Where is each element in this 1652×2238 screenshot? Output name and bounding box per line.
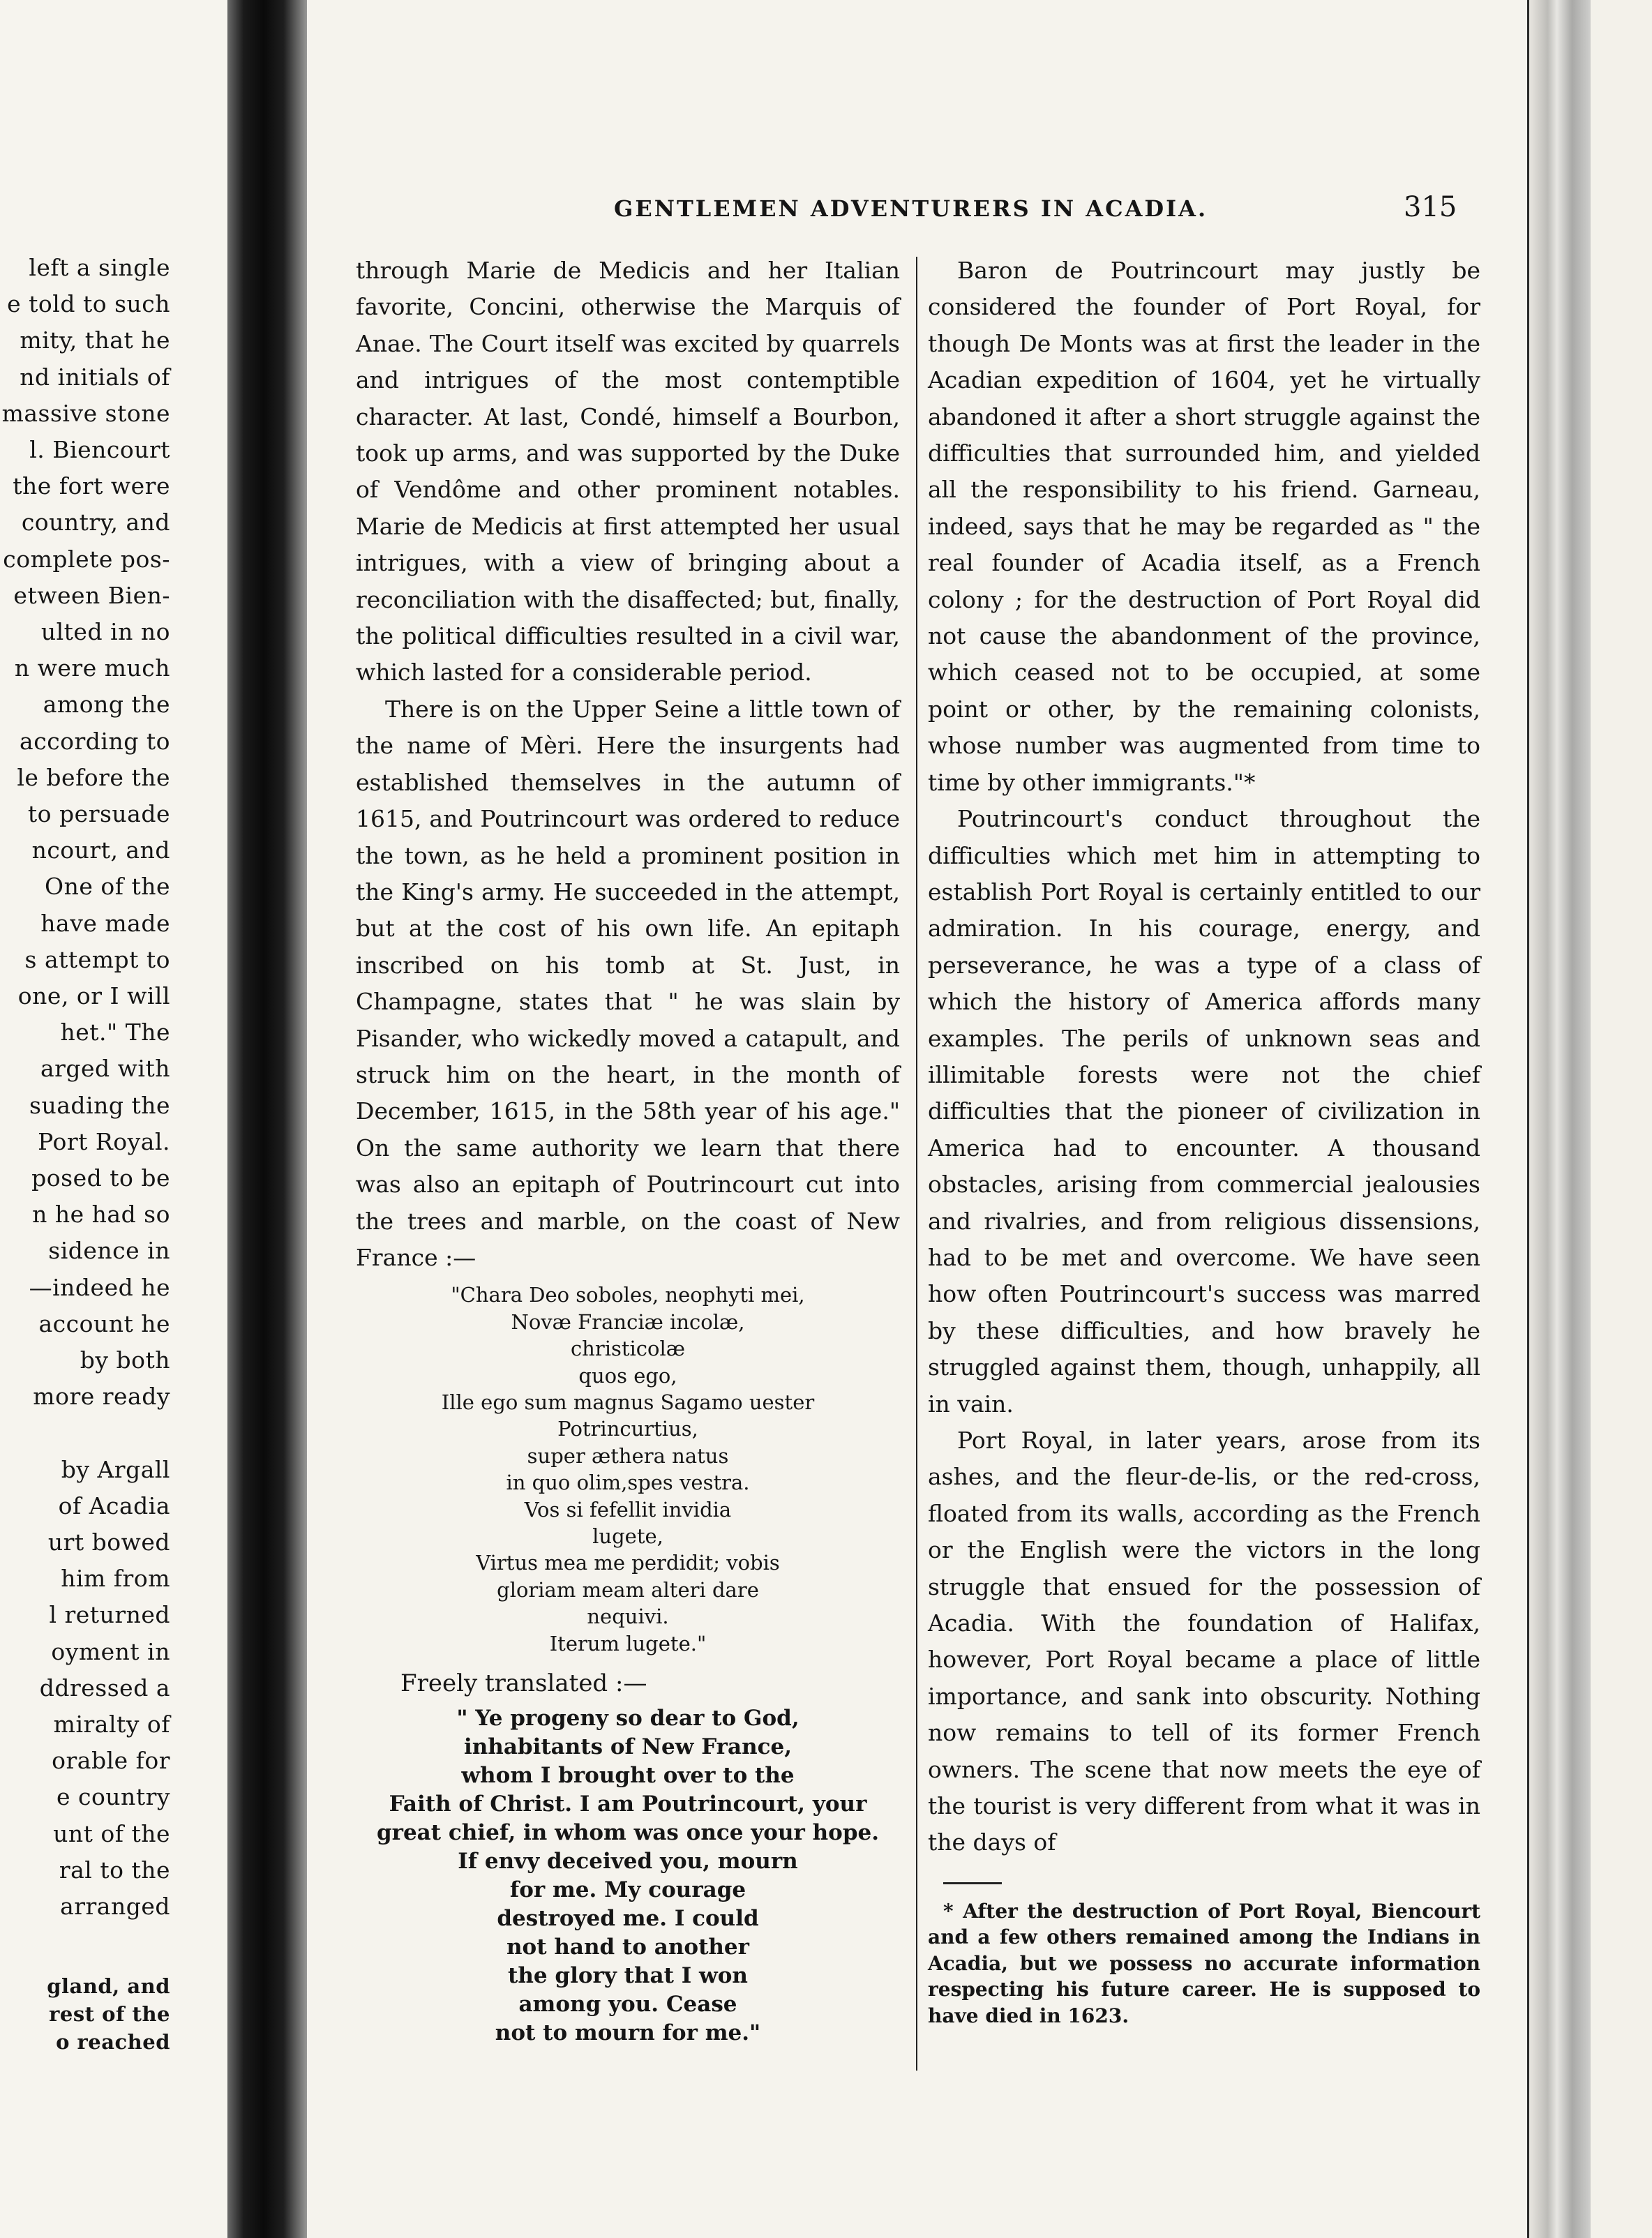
verse-line: not to mourn for me."	[495, 2020, 761, 2046]
facing-page-line: arged with	[40, 1055, 170, 1083]
verse-line: quos ego,	[578, 1363, 677, 1388]
facing-page-line: etween Bien-	[13, 581, 170, 609]
facing-page-line: account he	[38, 1309, 170, 1337]
verse-line: Vos si fefellit invidia	[524, 1497, 732, 1522]
facing-page-line: him from	[61, 1565, 170, 1593]
english-translation	[356, 1704, 900, 2048]
page-number: 315	[1404, 191, 1457, 223]
facing-page-line: Port Royal.	[38, 1127, 170, 1155]
facing-page-line: complete pos-	[3, 545, 170, 573]
verse-line: "Chara Deo soboles, neophyti mei,	[451, 1283, 805, 1307]
facing-page-line: one, or I will	[17, 982, 170, 1009]
facing-page-line: the fort were	[13, 472, 170, 500]
book-gutter-shadow	[227, 0, 318, 2238]
facing-page-line: sidence in	[48, 1237, 170, 1265]
running-head: GENTLEMEN ADVENTURERS IN ACADIA.	[614, 195, 1208, 222]
verse-line: Iterum lugete."	[549, 1631, 707, 1655]
facing-page-line: mity, that he	[20, 326, 170, 354]
facing-page-line: have made	[40, 909, 170, 937]
paragraph: Port Royal, in later years, arose from its ashes, and the fleur-de-lis, or the red-cross, floated from its walls, according as the French or the English were the victors in the long struggle that ensued for the possession of Acadia. With the foundation of Halifax, however, Port Royal became a place of little importance, and sank into obscurity. Nothing now remains to tell of its former French owners. The scene that now meets the eye of the tourist is very different from what it was in the days of	[928, 1427, 1480, 1856]
facing-page-line: ral to the	[59, 1856, 170, 1884]
verse-line: inhabitants of New France,	[463, 1734, 793, 1760]
facing-page-footnote-line: rest of the	[49, 2002, 170, 2026]
facing-page-line: urt bowed	[47, 1529, 170, 1556]
facing-page-footnote-line: gland, and	[47, 1974, 170, 1998]
verse-line: Ille ego sum magnus Sagamo uester	[441, 1390, 815, 1414]
verse-line: lugete,	[592, 1524, 663, 1549]
facing-page-line: ddressed a	[39, 1674, 170, 1702]
verse-line: Faith of Christ. I am Poutrincourt, your	[389, 1792, 867, 1817]
footnote: * After the destruction of Port Royal, Biencourt and a few others remained among the Indians in Acadia, but we possess no accurate information respecting his future career. He is supposed to have died in 1623.	[928, 1899, 1480, 2027]
facing-page-line: miralty of	[53, 1711, 170, 1738]
verse-line: super æthera natus	[527, 1443, 729, 1468]
facing-page-line: nd initials of	[20, 363, 170, 391]
paragraph: Poutrincourt's conduct throughout the difficulties which met him in attempting to establish Port Royal is certainly entitled to our admiration. In his courage, energy, and perseverance, he was a type of a class of which the history of America affords many examples. The perils of unknown seas and illimitable forests were not the chief difficulties that the pioneer of civilization in America had to encounter. A thousand obstacles, arising from commercial jealousies and rivalries, and from religious dissensions, had to be met and overcome. We have seen how often Poutrincourt's success was marred by these difficulties, and how bravely he struggled against them, though, unhappily, all in vain.	[928, 805, 1480, 1418]
footnote-rule	[943, 1882, 1002, 1884]
verse-line: Novæ Franciæ incolæ,	[511, 1309, 745, 1334]
verse-line: the glory that I won	[508, 1963, 748, 1989]
verse-line: for me. My courage	[509, 1877, 746, 1903]
verse-line: " Ye progeny so dear to God,	[456, 1706, 799, 1732]
facing-page-line: arranged	[60, 1893, 170, 1920]
facing-page-line: massive stone	[1, 399, 170, 427]
facing-page-line: unt of the	[53, 1819, 170, 1847]
text-column-left	[356, 253, 900, 2048]
facing-page-line: among the	[43, 691, 170, 719]
verse-line: gloriam meam alteri dare	[497, 1577, 759, 1602]
paragraph: through Marie de Medicis and her Italian favorite, Concini, otherwise the Marquis of Anae. The Court itself was excited by quarrels and intrigues of the most contemptible character. At last, Condé, himself a Bourbon, took up arms, and was supported by the Duke of Vendôme and other prominent notables. Marie de Medicis at first attempted her usual intrigues, with a view of bringing about a reconciliation with the disaffected; but, finally, the political difficulties resulted in a civil war, which lasted for a considerable period.	[356, 257, 900, 686]
facing-page-line: orable for	[52, 1747, 170, 1775]
facing-page-footnote-line: o reached	[56, 2030, 170, 2054]
facing-page-line: oyment in	[51, 1637, 170, 1665]
verse-line: destroyed me. I could	[497, 1906, 759, 1932]
facing-page-line: le before the	[17, 763, 170, 791]
verse-line: in quo olim,spes vestra.	[506, 1471, 750, 1495]
facing-page-line: het." The	[60, 1019, 170, 1046]
facing-page-line: by both	[80, 1346, 170, 1374]
facing-page-line: One of the	[45, 873, 170, 901]
verse-line: christicolæ	[570, 1337, 686, 1361]
facing-page-line: more ready	[33, 1383, 170, 1411]
facing-page-fragment	[0, 0, 230, 2238]
facing-page-line: of Acadia	[58, 1492, 170, 1519]
column-divider	[916, 257, 917, 2071]
facing-page-line: according to	[20, 727, 170, 755]
verse-line: If envy deceived you, mourn	[458, 1849, 798, 1875]
facing-page-line: to persuade	[27, 800, 170, 827]
verse-line: nequivi.	[587, 1605, 669, 1629]
verse-line: great chief, in whom was once your hope.	[376, 1820, 880, 1846]
facing-page-line: posed to be	[31, 1164, 170, 1192]
verse-line: not hand to another	[506, 1935, 749, 1960]
verse-line: whom I brought over to the	[461, 1763, 795, 1789]
facing-page-line: n he had so	[32, 1201, 170, 1229]
facing-page-line: l. Biencourt	[29, 436, 170, 463]
freely-translated-label: Freely translated :—	[400, 1669, 647, 1698]
facing-page-line: country, and	[21, 509, 170, 536]
facing-page-line: by Argall	[61, 1455, 170, 1483]
facing-page-line: n were much	[14, 654, 170, 682]
facing-page-line: ulted in no	[40, 618, 170, 645]
page-header	[307, 191, 1457, 230]
facing-page-line: l returned	[49, 1601, 170, 1629]
latin-epitaph	[356, 1282, 900, 1657]
verse-line: Potrincurtius,	[557, 1417, 698, 1441]
paragraph: Baron de Poutrincourt may justly be considered the founder of Port Royal, for though De Monts was at first the leader in the Acadian expedition of 1604, yet he virtually abandoned it after a short struggle against the difficulties that surrounded him, and yielded all the responsibility to his friend. Garneau, indeed, says that he may be regarded as " the real founder of Acadia itself, as a French colony ; for the destruction of Port Royal did not cause the abandonment of the province, which ceased not to be occupied, at some point or other, by the remaining colonists, whose number was augmented from time to time by other immigrants."*	[928, 257, 1480, 796]
facing-page-line: s attempt to	[24, 945, 170, 973]
facing-page-line: ncourt, and	[31, 836, 170, 864]
page-edge	[1527, 0, 1591, 2238]
verse-line: Virtus mea me perdidit; vobis	[476, 1551, 780, 1575]
facing-page-line: e told to such	[7, 290, 170, 318]
facing-page-line: e country	[56, 1783, 170, 1811]
paragraph: There is on the Upper Seine a little town of the name of Mèri. Here the insurgents had established themselves in the autumn of 1615, and Poutrincourt was ordered to reduce the town, as he held a prominent position in the King's army. He succeeded in the attempt, but at the cost of his own life. An epitaph inscribed on his tomb at St. Just, in Champagne, states that " he was slain by Pisander, who wickedly moved a catapult, and struck him on the heart, in the month of December, 1615, in the 58th year of his age." On the same authority we learn that there was also an epitaph of Poutrincourt cut into the trees and marble, on the coast of New France :—	[356, 695, 900, 1271]
text-column-right	[928, 253, 1480, 2029]
facing-page-line: —indeed he	[29, 1273, 170, 1301]
verse-line: among you. Cease	[518, 1992, 737, 2018]
facing-page-line: suading the	[29, 1091, 170, 1119]
facing-page-line: left a single	[29, 254, 170, 281]
